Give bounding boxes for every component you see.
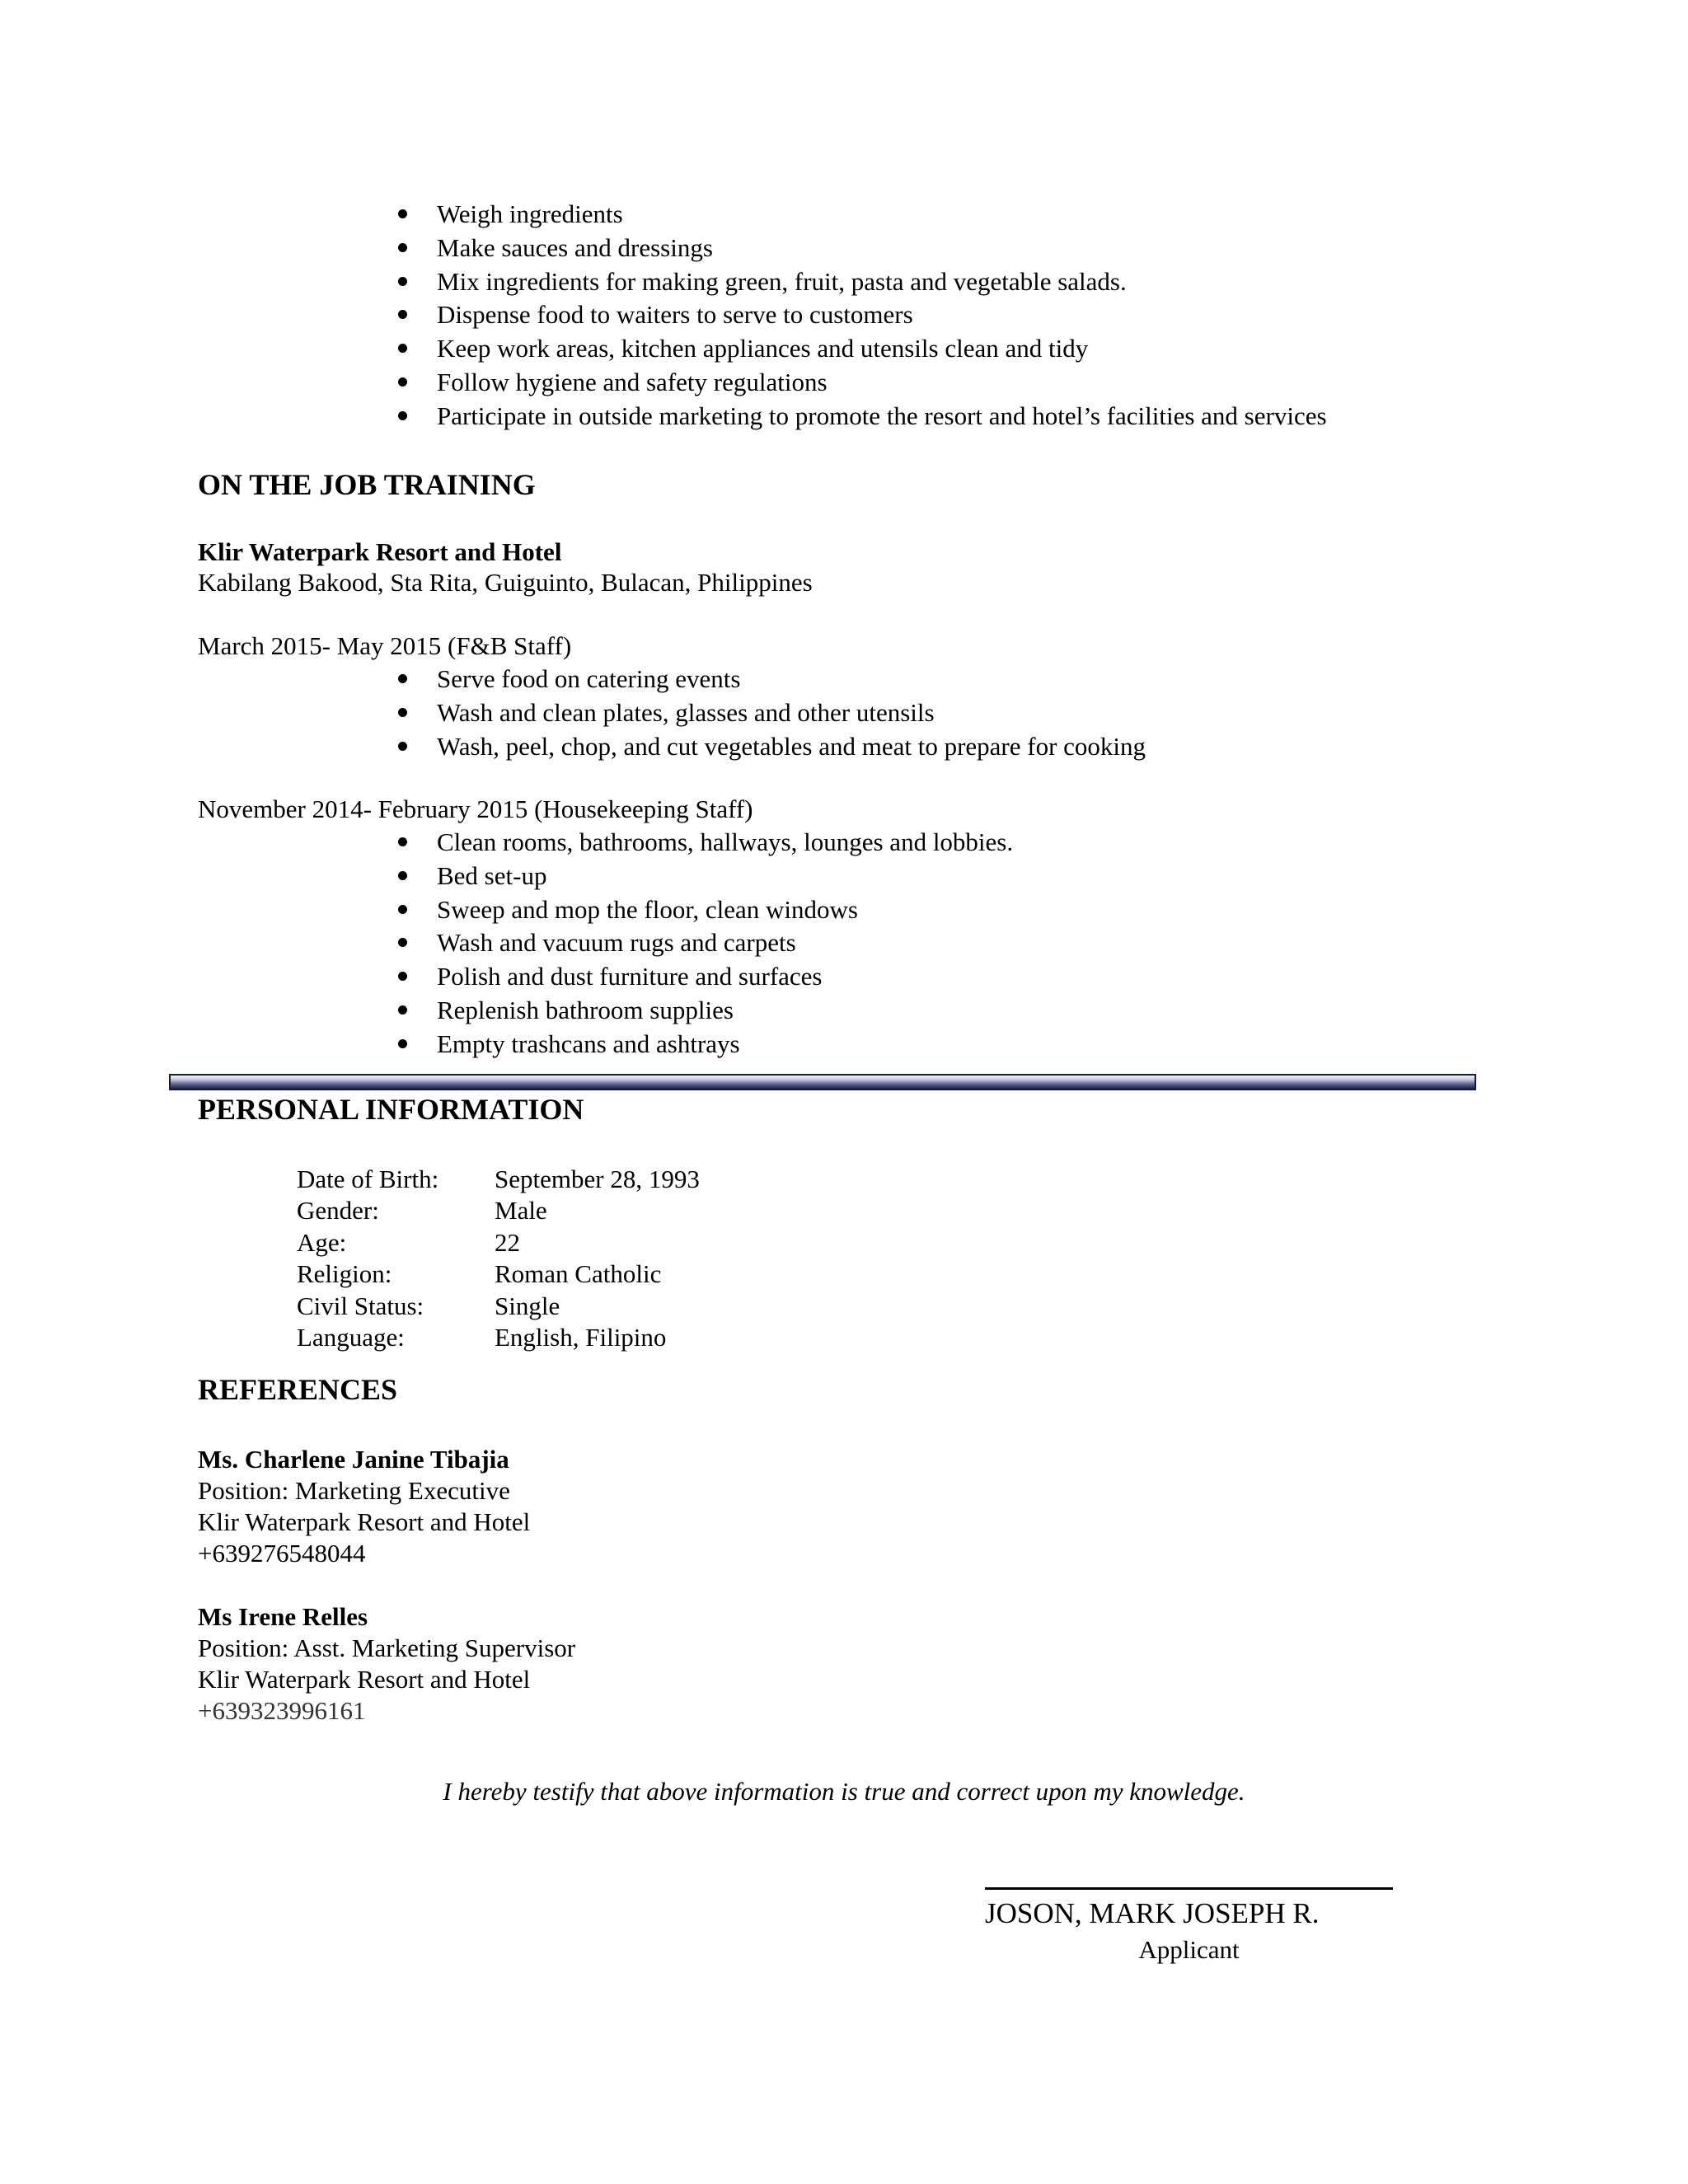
- bullet-icon: [398, 310, 407, 319]
- bullet-icon: [398, 377, 407, 387]
- job-duties-fnb: [437, 663, 1146, 763]
- job-period-fnb: March 2015- May 2015 (F&B Staff): [198, 631, 572, 660]
- section-divider: [169, 1074, 1476, 1090]
- list-item: Keep work areas, kitchen appliances and utensils clean and tidy: [437, 332, 1327, 366]
- info-label: Language:: [297, 1322, 405, 1352]
- declaration-statement: I hereby testify that above information is true and correct upon my knowledge.: [443, 1777, 1245, 1806]
- list-item: Wash and vacuum rugs and carpets: [437, 926, 1013, 960]
- reference-2-name: Ms Irene Relles: [198, 1602, 368, 1631]
- signature-line: [985, 1887, 1393, 1890]
- bullet-icon: [398, 742, 407, 751]
- info-value: September 28, 1993: [495, 1165, 700, 1193]
- bullet-icon: [398, 708, 407, 717]
- bullet-icon: [398, 905, 407, 914]
- table-row: [297, 1258, 700, 1290]
- reference-2-phone: +639323996161: [198, 1696, 366, 1725]
- info-value: English, Filipino: [495, 1322, 667, 1352]
- list-item: Wash, peel, chop, and cut vegetables and meat to prepare for cooking: [437, 730, 1146, 764]
- reference-1-name: Ms. Charlene Janine Tibajia: [198, 1445, 509, 1474]
- references-heading: REFERENCES: [198, 1373, 398, 1406]
- bullet-icon: [398, 243, 407, 252]
- table-row: [297, 1164, 700, 1195]
- bullet-icon: [398, 344, 407, 353]
- info-value: 22: [495, 1227, 520, 1257]
- reference-2-company: Klir Waterpark Resort and Hotel: [198, 1665, 531, 1694]
- bullet-icon: [398, 837, 407, 846]
- applicant-role: Applicant: [1138, 1935, 1240, 1964]
- list-item: Mix ingredients for making green, fruit, pasta and vegetable salads.: [437, 265, 1327, 299]
- list-item: Bed set-up: [437, 860, 1013, 893]
- info-label: Civil Status:: [297, 1291, 424, 1320]
- reference-1-phone: +639276548044: [198, 1539, 366, 1568]
- list-item: Participate in outside marketing to promote the resort and hotel’s facilities and services: [437, 400, 1327, 434]
- reference-1-company: Klir Waterpark Resort and Hotel: [198, 1507, 531, 1536]
- bullet-icon: [398, 277, 407, 286]
- info-value: Male: [495, 1196, 547, 1226]
- continued-duties-list: [437, 198, 1327, 434]
- table-row: [297, 1227, 700, 1258]
- job-duties-housekeeping: [437, 826, 1013, 1062]
- applicant-name: JOSON, MARK JOSEPH R.: [985, 1897, 1320, 1929]
- info-value: Single: [495, 1291, 560, 1320]
- reference-2-position: Position: Asst. Marketing Supervisor: [198, 1633, 576, 1662]
- reference-1-position: Position: Marketing Executive: [198, 1476, 510, 1505]
- job-period-housekeeping: November 2014- February 2015 (Housekeeping Staff): [198, 794, 753, 823]
- table-row: [297, 1291, 700, 1322]
- list-item: Sweep and mop the floor, clean windows: [437, 893, 1013, 927]
- info-label: Age:: [297, 1227, 347, 1257]
- list-item: Clean rooms, bathrooms, hallways, lounges and lobbies.: [437, 826, 1013, 860]
- info-label: Religion:: [297, 1259, 392, 1289]
- list-item: Empty trashcans and ashtrays: [437, 1028, 1013, 1062]
- info-value: Roman Catholic: [495, 1259, 662, 1289]
- bullet-icon: [398, 871, 407, 880]
- ojt-company: Klir Waterpark Resort and Hotel: [198, 537, 562, 566]
- list-item: Polish and dust furniture and surfaces: [437, 960, 1013, 994]
- bullet-icon: [398, 972, 407, 981]
- list-item: Follow hygiene and safety regulations: [437, 366, 1327, 400]
- bullet-icon: [398, 1039, 407, 1048]
- list-item: Wash and clean plates, glasses and other utensils: [437, 696, 1146, 730]
- list-item: Make sauces and dressings: [437, 232, 1327, 265]
- ojt-address: Kabilang Bakood, Sta Rita, Guiguinto, Bulacan, Philippines: [198, 568, 813, 597]
- personal-info-heading: PERSONAL INFORMATION: [198, 1093, 584, 1126]
- bullet-icon: [398, 209, 407, 218]
- bullet-icon: [398, 674, 407, 683]
- ojt-heading: ON THE JOB TRAINING: [198, 468, 536, 501]
- list-item: Serve food on catering events: [437, 663, 1146, 696]
- info-label: Gender:: [297, 1196, 379, 1226]
- bullet-icon: [398, 411, 407, 420]
- personal-info-table: [297, 1164, 700, 1353]
- list-item: Replenish bathroom supplies: [437, 994, 1013, 1028]
- bullet-icon: [398, 938, 407, 947]
- list-item: Dispense food to waiters to serve to customers: [437, 298, 1327, 332]
- info-label: Date of Birth:: [297, 1165, 439, 1193]
- table-row: [297, 1195, 700, 1226]
- bullet-icon: [398, 1005, 407, 1015]
- list-item: Weigh ingredients: [437, 198, 1327, 232]
- table-row: [297, 1322, 700, 1353]
